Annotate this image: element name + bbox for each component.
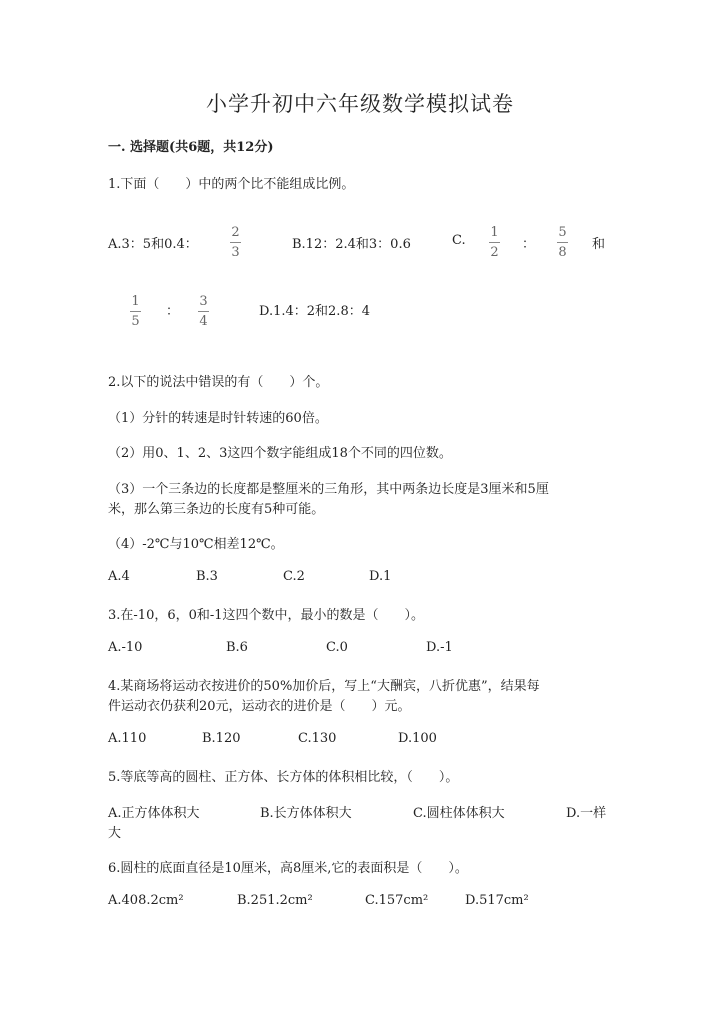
- fraction-denominator: 8: [558, 245, 567, 260]
- fraction-numerator: 1: [490, 225, 499, 240]
- q6-option-d: D.517cm²: [465, 893, 529, 908]
- q4-option-a: A.110: [108, 731, 147, 746]
- question-5-stem: 5.等底等高的圆柱、正方体、长方体的体积相比较，（ ）。: [108, 770, 459, 785]
- q3-option-b: B.6: [226, 640, 248, 655]
- question-1-stem: 1.下面（ ）中的两个比不能组成比例。: [108, 177, 355, 192]
- question-6-stem: 6.圆柱的底面直径是10厘米，高8厘米,它的表面积是（ ）。: [108, 861, 468, 876]
- q2-option-b: B.3: [196, 569, 218, 584]
- fraction-denominator: 4: [199, 314, 208, 329]
- question-3-stem: 3.在-10，6，0和-1这四个数中，最小的数是（ ）。: [108, 608, 425, 623]
- fraction-numerator: 2: [231, 225, 240, 240]
- q5-option-d: D.一样: [566, 806, 607, 821]
- q6-option-a: A.408.2cm²: [108, 893, 184, 908]
- section-heading: 一. 选择题(共6题，共12分): [108, 140, 274, 155]
- q3-option-d: D.-1: [426, 640, 453, 655]
- q6-option-b: B.251.2cm²: [237, 893, 313, 908]
- q1-option-c-colon-2: ：: [166, 304, 180, 319]
- fraction-bar: [198, 311, 209, 312]
- fraction-bar: [489, 242, 500, 243]
- q6-option-c: C.157cm²: [365, 893, 429, 908]
- q4-option-d: D.100: [398, 731, 437, 746]
- fraction-denominator: 3: [231, 245, 240, 260]
- q3-option-c: C.0: [326, 640, 348, 655]
- q2-statement-1: （1）分针的转速是时针转速的60倍。: [108, 411, 328, 426]
- fraction-bar: [230, 242, 241, 243]
- fraction-denominator: 5: [131, 314, 140, 329]
- q1-option-d: D.1.4：2和2.8：4: [259, 304, 370, 319]
- q2-statement-4: （4）-2℃与10℃相差12℃。: [108, 537, 284, 552]
- fraction-numerator: 1: [131, 294, 140, 309]
- question-2-stem: 2.以下的说法中错误的有（ ）个。: [108, 375, 329, 390]
- fraction-numerator: 3: [199, 294, 208, 309]
- question-4-stem-line-2: 件运动衣仍获利20元，运动衣的进价是（ ）元。: [108, 699, 411, 714]
- q5-option-c: C.圆柱体体积大: [413, 806, 505, 821]
- q1-option-a-fraction: [230, 225, 241, 260]
- q2-statement-2: （2）用0、1、2、3这四个数字能组成18个不同的四位数。: [108, 446, 452, 461]
- q1-option-c-fraction-4: [198, 294, 209, 329]
- q1-option-c-fraction-2: [557, 225, 568, 260]
- q5-option-a: A.正方体体积大: [108, 806, 200, 821]
- fraction-denominator: 2: [490, 245, 499, 260]
- question-4-stem-line-1: 4.某商场将运动衣按进价的50%加价后，写上“大酬宾，八折优惠”，结果每: [108, 679, 540, 694]
- q3-option-a: A.-10: [108, 640, 143, 655]
- q1-option-c-fraction-1: [489, 225, 500, 260]
- q1-option-c-label: C.: [452, 233, 466, 248]
- fraction-bar: [130, 311, 141, 312]
- q4-option-c: C.130: [298, 731, 337, 746]
- q5-option-b: B.长方体体积大: [260, 806, 352, 821]
- q1-option-c-and: 和: [592, 237, 606, 252]
- q1-option-c-colon: ：: [522, 237, 536, 252]
- q1-option-b: B.12：2.4和3：0.6: [292, 237, 411, 252]
- q2-option-c: C.2: [283, 569, 305, 584]
- fraction-bar: [557, 242, 568, 243]
- q2-option-d: D.1: [369, 569, 392, 584]
- q2-statement-3-line-1: （3）一个三条边的长度都是整厘米的三角形，其中两条边长度是3厘米和5厘: [108, 482, 549, 497]
- q4-option-b: B.120: [202, 731, 241, 746]
- page-title: 小学升初中六年级数学模拟试卷: [206, 92, 514, 116]
- q1-option-c-fraction-3: [130, 294, 141, 329]
- q1-option-a: A.3：5和0.4：: [108, 237, 198, 252]
- q5-option-d-continued: 大: [108, 826, 122, 841]
- fraction-numerator: 5: [558, 225, 567, 240]
- q2-statement-3-line-2: 米，那么第三条边的长度有5种可能。: [108, 502, 325, 517]
- q2-option-a: A.4: [108, 569, 130, 584]
